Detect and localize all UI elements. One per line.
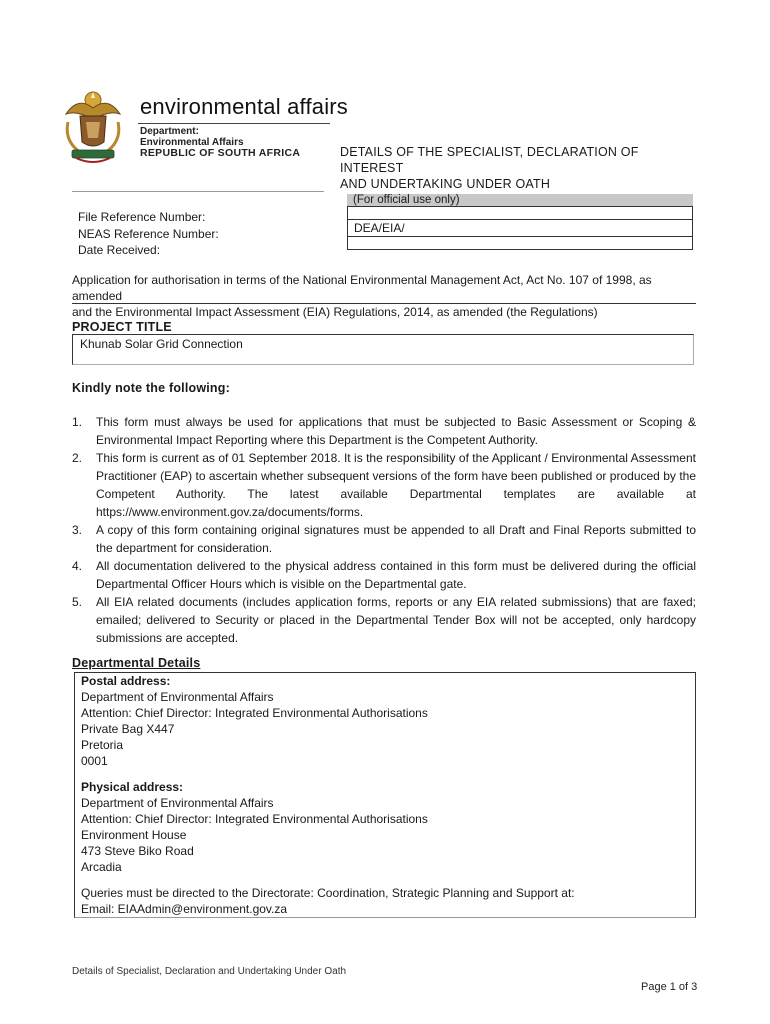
coat-of-arms-logo	[58, 86, 128, 166]
physical-line: Department of Environmental Affairs	[81, 796, 274, 810]
department-label: Department:	[140, 126, 199, 137]
department-name: Environmental Affairs	[140, 137, 244, 148]
header-divider	[72, 191, 324, 192]
brand-rule	[138, 123, 330, 124]
physical-line: Attention: Chief Director: Integrated Environmental Authorisations	[81, 812, 428, 826]
postal-line: Pretoria	[81, 738, 124, 752]
file-reference-label: File Reference Number:	[78, 210, 206, 224]
departmental-details-box	[74, 672, 696, 918]
application-statement	[72, 272, 697, 320]
document-title-line1: DETAILS OF THE SPECIALIST, DECLARATION OF INTEREST	[340, 145, 639, 175]
project-title-box[interactable]	[72, 334, 694, 365]
physical-address-label: Physical address:	[81, 780, 184, 794]
notes-heading: Kindly note the following:	[72, 381, 230, 395]
republic-label: REPUBLIC OF SOUTH AFRICA	[140, 147, 301, 159]
application-line1: Application for authorisation in terms of the National Environmental Management Act, Act No. 107 of 1998, as amended	[72, 273, 652, 303]
page-number: Page 1 of 3	[641, 981, 698, 993]
queries-text: Queries must be directed to the Directorate: Coordination, Strategic Planning and Support at:	[81, 886, 575, 900]
postal-line: Private Bag X447	[81, 722, 175, 736]
list-item: 4. All documentation delivered to the physical address contained in this form must be delivered during the official Departmental Officer Hours which is visible on the Departmental gate.	[72, 559, 696, 591]
physical-line: Arcadia	[81, 860, 122, 874]
brand-title: environmental affairs	[140, 94, 349, 119]
department-block	[140, 126, 300, 159]
physical-line: 473 Steve Biko Road	[81, 844, 194, 858]
neas-reference-field[interactable]: DEA/EIA/	[347, 219, 693, 236]
application-rule	[72, 303, 696, 304]
physical-line: Environment House	[81, 828, 187, 842]
postal-line: Department of Environmental Affairs	[81, 690, 274, 704]
neas-reference-label: NEAS Reference Number:	[78, 226, 219, 241]
file-reference-field[interactable]	[347, 206, 693, 219]
list-item: 2. This form is current as of 01 September 2018. It is the responsibility of the Applicant / Environmental Assessment Practitioner (EAP) to ascertain whether subsequent versions of the form have been published or produced by the Competent Authority. The latest available Departmental templates are available at https://www.environment.gov.za/documents/forms.	[72, 451, 696, 519]
reference-labels	[78, 209, 219, 259]
email-link[interactable]: Email: EIAAdmin@environment.gov.za	[81, 902, 288, 916]
notes-list	[72, 413, 696, 647]
list-item: 1. This form must always be used for applications that must be subjected to Basic Assessment or Scoping & Environmental Impact Reporting where this Department is the Competent Authority.	[72, 415, 696, 447]
project-title-heading: PROJECT TITLE	[72, 320, 172, 334]
document-title-line2: AND UNDERTAKING UNDER OATH	[340, 177, 551, 191]
official-use-header: (For official use only)	[347, 194, 693, 206]
document-title	[340, 144, 700, 192]
departmental-details-heading: Departmental Details	[72, 656, 201, 670]
application-line2: and the Environmental Impact Assessment (EIA) Regulations, 2014, as amended (the Regulations)	[72, 305, 598, 319]
list-item: 5. All EIA related documents (includes application forms, reports or any EIA related submissions) that are faxed; emailed; delivered to Security or placed in the Departmental Tender Box will not be accepted, only hardcopy submissions are accepted.	[72, 595, 696, 645]
list-item: 3. A copy of this form containing original signatures must be appended to all Draft and Final Reports submitted to the department for consideration.	[72, 523, 696, 555]
postal-line: 0001	[81, 754, 108, 768]
project-title-value: Khunab Solar Grid Connection	[80, 337, 243, 351]
postal-line: Attention: Chief Director: Integrated Environmental Authorisations	[81, 706, 428, 720]
date-received-label: Date Received:	[78, 243, 161, 257]
postal-address-label: Postal address:	[81, 674, 171, 688]
footer-document-name: Details of Specialist, Declaration and Undertaking Under Oath	[72, 966, 347, 977]
official-use-box	[347, 194, 693, 256]
date-received-field[interactable]	[347, 236, 693, 250]
